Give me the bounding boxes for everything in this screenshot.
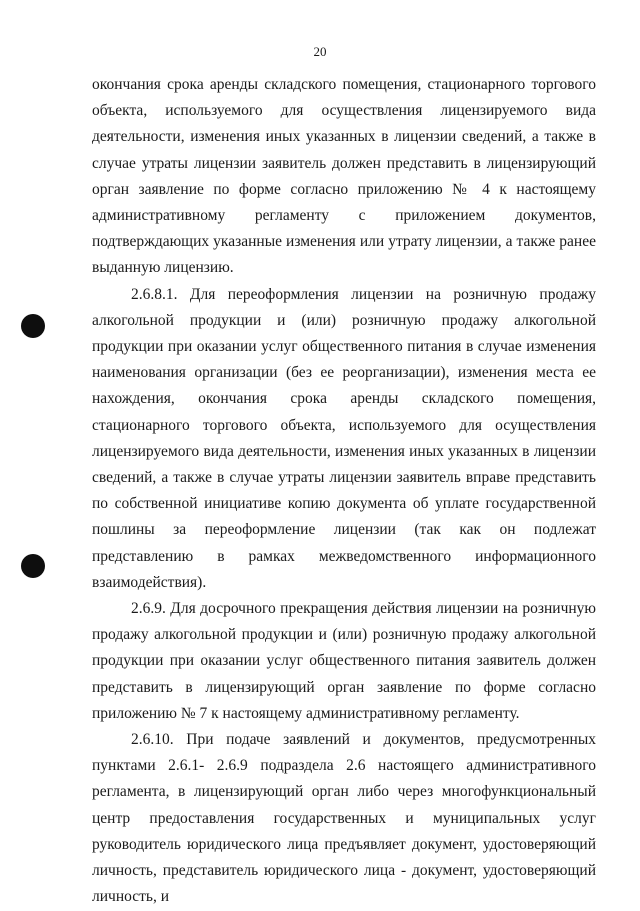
punch-hole-bottom	[21, 554, 45, 578]
page-number: 20	[313, 44, 327, 59]
document-body	[92, 72, 596, 911]
paragraph-2-6-9: 2.6.9. Для досрочного прекращения действия лицензии на розничную продажу алкогольной продукции и (или) розничную продажу алкогольной продукции при оказании услуг общественного питания заявитель должен представить в лицензирующий орган заявление по форме согласно приложению № 7 к настоящему административному регламенту.	[92, 600, 596, 722]
paragraph-2-6-8-1: 2.6.8.1. Для переоформления лицензии на розничную продажу алкогольной продукции и (или) розничную продажу алкогольной продукции при оказании услуг общественного питания в случае изменения наименования организации (без ее реорганизации), изменения места ее нахождения, окончания срока аренды складского помещения, стационарного торгового объекта, используемого для осуществления лицензируемого вида деятельности, изменения иных указанных в лицензии сведений, а также в случае утраты лицензии заявитель вправе представить по собственной инициативе копию документа об уплате государственной пошлины за переоформление лицензии (так как он подлежат представлению в рамках межведомственного информационного взаимодействия).	[92, 285, 596, 591]
paragraph-continuation: окончания срока аренды складского помещения, стационарного торгового объекта, используемого для осуществления лицензируемого вида деятельности, изменения иных указанных в лицензии сведений, а также в случае утраты лицензии заявитель должен представить в лицензирующий орган заявление по форме согласно приложению № 4 к настоящему административному регламенту с приложением документов, подтверждающих указанные изменения или утрату лицензии, а также ранее выданную лицензию.	[92, 76, 596, 277]
paragraph-2-6-10: 2.6.10. При подаче заявлений и документов, предусмотренных пунктами 2.6.1- 2.6.9 подраздела 2.6 настоящего административного регламента, в лицензирующий орган либо через многофункциональный центр предоставления государственных и муниципальных услуг руководитель юридического лица предъявляет документ, удостоверяющий личность, представитель юридического лица - документ, удостоверяющий личность, и	[92, 731, 596, 906]
punch-hole-top	[21, 314, 45, 338]
